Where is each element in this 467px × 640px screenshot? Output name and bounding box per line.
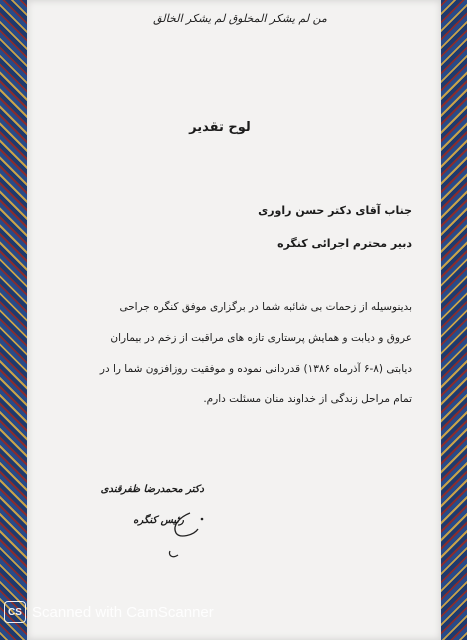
body-line-1: بدینوسیله از زحمات بی شائبه شما در برگزاری موفق کنگره جراحی	[119, 301, 412, 313]
signer-role: رئیس کنگره	[133, 515, 184, 526]
addressee-position: دبیر محترم اجرائی کنگره	[277, 237, 412, 250]
certificate-paper	[27, 0, 441, 640]
addressee-name: جناب آقای دکتر حسن راوری	[258, 204, 412, 217]
signer-name: دکتر محمدرضا ظفرقندی	[100, 484, 204, 495]
watermark-label: Scanned with CamScanner	[32, 603, 214, 621]
camscanner-watermark	[0, 598, 304, 626]
body-line-4: تمام مراحل زندگی از خداوند منان مسئلت دارم.	[203, 393, 412, 405]
header-motto: من لم يشكر المخلوق لم يشكر الخالق	[153, 12, 327, 25]
handwritten-signature	[150, 505, 220, 565]
certificate-title: لوح تقدیر	[189, 120, 251, 135]
decorative-border-right	[441, 0, 467, 640]
camscanner-logo-icon: CS	[4, 601, 26, 623]
body-line-2: عروق و دیابت و همایش پرستاری تازه های مراقبت از زخم در بیماران	[110, 332, 412, 344]
body-line-3: دیابتی (۸-۶ آذرماه ۱۳۸۶) قدردانی نموده و موفقیت روزافزون شما را در	[99, 363, 412, 375]
